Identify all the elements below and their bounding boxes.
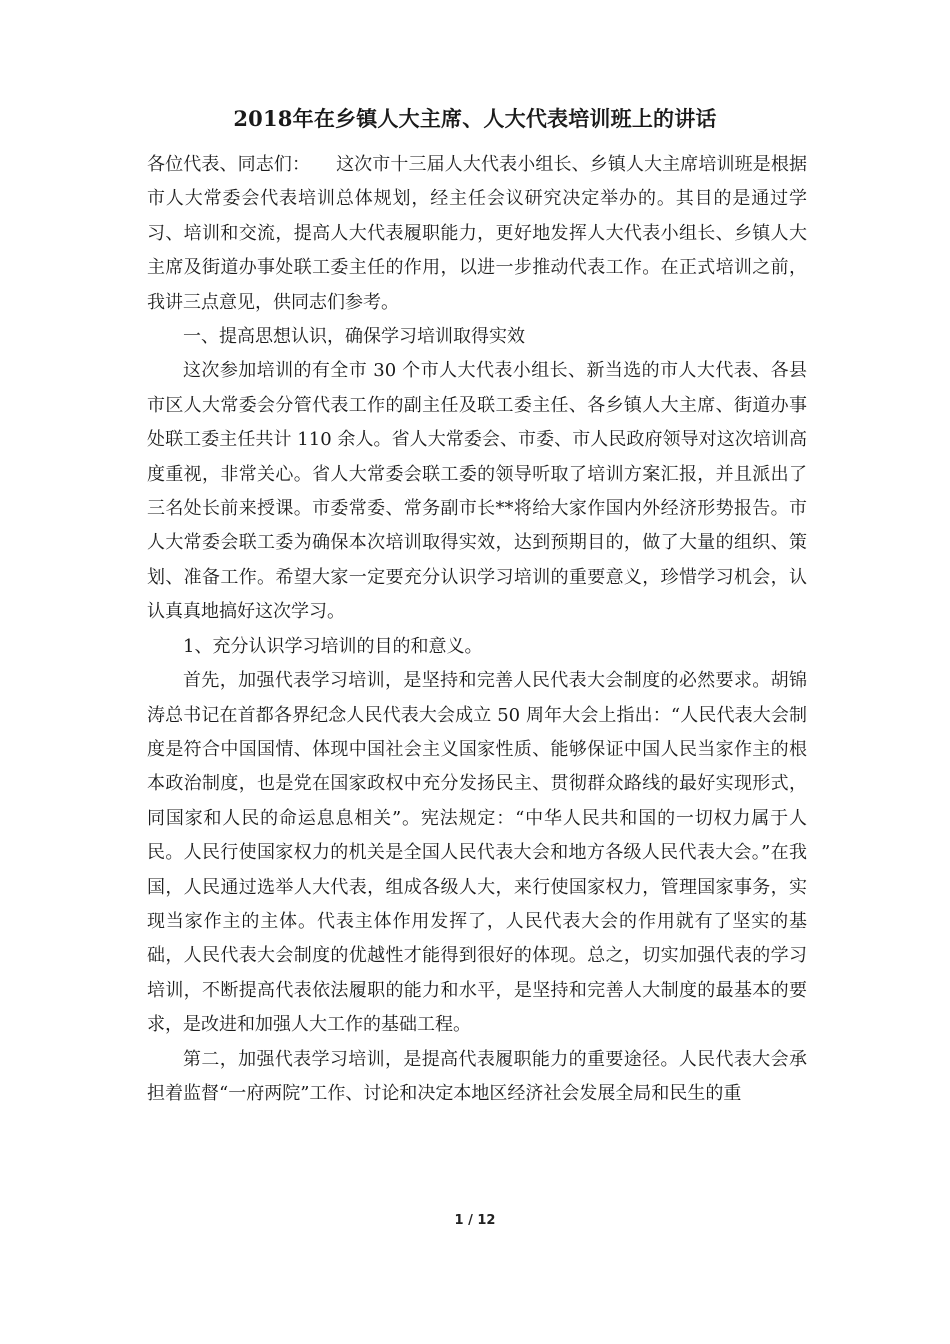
sub-heading: 1、充分认识学习培训的目的和意义。 xyxy=(183,635,483,657)
document-body xyxy=(147,148,807,1111)
document-title: 2018年在乡镇人大主席、人大代表培训班上的讲话 xyxy=(233,106,717,131)
body-paragraph: 首先，加强代表学习培训，是坚持和完善人民代表大会制度的必然要求。胡锦涛总书记在首都各界纪念人民代表大会成立 50 周年大会上指出：“人民代表大会制度是符合中国国情、体现中国社会主义国家性质、能够保证中国人民当家作主的根本政治制度，也是党在国家政权中充分发扬民主、贯彻群众路线的最好实现形式，同国家和人民的命运息息相关”。宪法规定：“中华人民共和国的一切权力属于人民。人民行使国家权力的机关是全国人民代表大会和地方各级人民代表大会。”在我国，人民通过选举人大代表，组成各级人大，来行使国家权力，管理国家事务，实现当家作主的主体。代表主体作用发挥了，人民代表大会的作用就有了坚实的基础，人民代表大会制度的优越性才能得到很好的体现。总之，切实加强代表的学习培训，不断提高代表依法履职的能力和水平，是坚持和完善人大制度的最基本的要求，是改进和加强人大工作的基础工程。 xyxy=(147,670,807,1036)
intro-text: 这次市十三届人大代表小组长、乡镇人大主席培训班是根据市人大常委会代表培训总体规划，经主任会议研究决定举办的。其目的是通过学习、培训和交流，提高人大代表履职能力，更好地发挥人大代表小组长、乡镇人大主席及街道办事处联工委主任的作用，以进一步推动代表工作。在正式培训之前，我讲三点意见，供同志们参考。 xyxy=(147,154,808,313)
body-paragraph: 第二，加强代表学习培训，是提高代表履职能力的重要途径。人民代表大会承担着监督“一府两院”工作、讨论和决定本地区经济社会发展全局和民生的重 xyxy=(147,1048,807,1104)
salutation: 各位代表、同志们： xyxy=(147,154,311,175)
page-number: 1 / 12 xyxy=(454,1213,496,1228)
intro-paragraph xyxy=(147,148,807,320)
body-paragraph: 这次参加培训的有全市 30 个市人大代表小组长、新当选的市人大代表、各县市区人大常委会分管代表工作的副主任及联工委主任、各乡镇人大主席、街道办事处联工委主任共计 110 余人。省人大常委会、市委、市人民政府领导对这次培训高度重视，非常关心。省人大常委会联工委的领导听取了培训方案汇报，并且派出了三名处长前来授课。市委常委、常务副市长**将给大家作国内外经济形势报告。市人大常委会联工委为确保本次培训取得实效，达到预期目的，做了大量的组织、策划、准备工作。希望大家一定要充分认识学习培训的重要意义，珍惜学习机会，认认真真地搞好这次学习。 xyxy=(147,360,807,623)
section-heading: 一、提高思想认识，确保学习培训取得实效 xyxy=(183,326,525,348)
